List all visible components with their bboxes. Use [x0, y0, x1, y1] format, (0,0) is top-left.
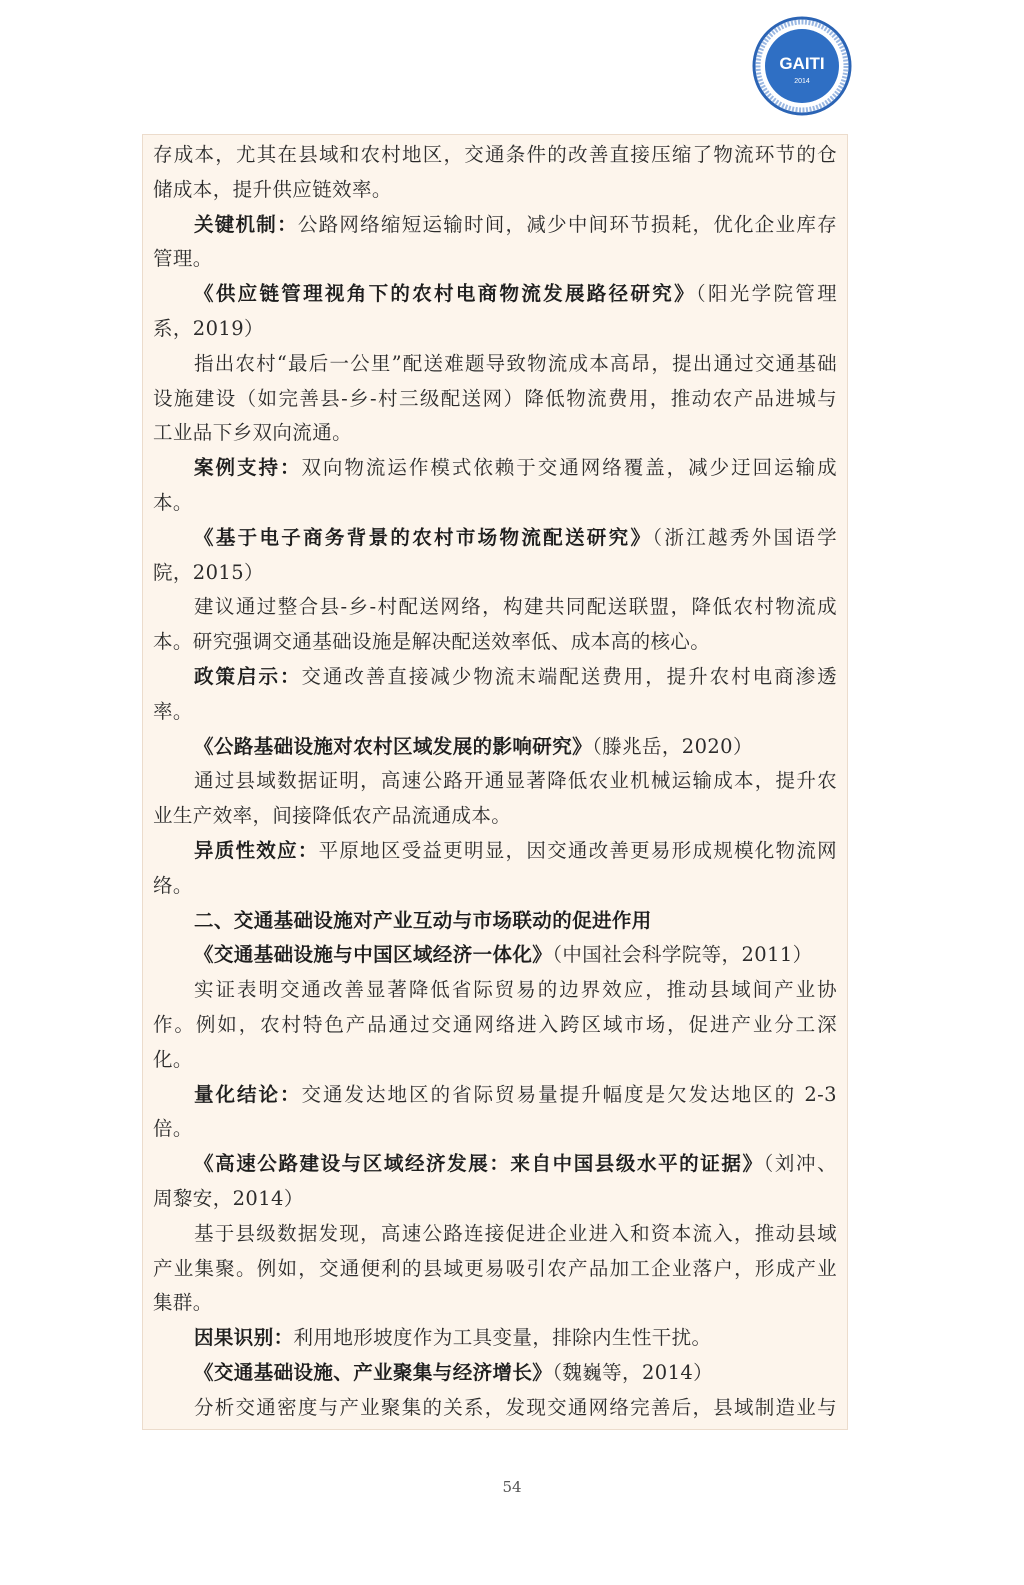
text-line: [153, 1078, 837, 1113]
text-line: [153, 416, 837, 451]
line-text: 率。: [153, 699, 193, 723]
text-line: [153, 695, 837, 730]
text-line: [153, 834, 837, 869]
bold-lead: 因果识别：: [194, 1326, 294, 1350]
text-line: [153, 1217, 837, 1252]
line-text: 存成本，尤其在县域和农村地区，交通条件的改善直接压缩了物流环节的仓: [153, 143, 837, 166]
text-line: [153, 1112, 837, 1147]
line-text: 工业品下乡双向流通。: [153, 421, 353, 445]
line-text: 产业集聚。例如，交通便利的县域更易吸引农产品加工企业落户，形成产业: [153, 1256, 837, 1280]
line-text: 基于县级数据发现，高速公路连接促进企业进入和资本流入，推动县域: [194, 1221, 837, 1245]
text-line: [153, 312, 837, 347]
line-text: 建议通过整合县-乡-村配送网络，构建共同配送联盟，降低农村物流成: [194, 595, 837, 619]
text-line: [153, 1321, 837, 1356]
content-panel: [142, 134, 848, 1430]
line-text: 络。: [153, 873, 193, 897]
text-line: [153, 730, 837, 765]
bold-lead: 《公路基础设施对农村区域发展的影响研究》: [194, 734, 593, 758]
text-line: [153, 451, 837, 486]
line-text: （滕兆岳，2020）: [592, 734, 753, 758]
page-number: 54: [502, 1478, 522, 1496]
text-line: [153, 556, 837, 591]
line-text: 管理。: [153, 247, 213, 271]
line-text: 化。: [153, 1047, 193, 1071]
text-line: [153, 1008, 837, 1043]
bold-lead: 关键机制：: [194, 212, 298, 236]
line-text: 交通改善直接减少物流末端配送费用，提升农村电商渗透: [301, 664, 837, 688]
text-line: [153, 486, 837, 521]
bold-lead: 《高速公路建设与区域经济发展：来自中国县级水平的证据》: [194, 1152, 764, 1176]
line-text: 周黎安，2014）: [153, 1186, 304, 1210]
text-line: [153, 938, 837, 973]
line-text: 公路网络缩短运输时间，减少中间环节损耗，优化企业库存: [297, 212, 837, 236]
text-line: [153, 347, 837, 382]
text-line: [153, 973, 837, 1008]
line-text: 指出农村“最后一公里”配送难题导致物流成本高昂，提出通过交通基础: [194, 351, 837, 375]
bold-lead: 《交通基础设施与中国区域经济一体化》: [194, 943, 553, 967]
bold-lead: 《供应链管理视角下的农村电商物流发展路径研究》: [194, 282, 696, 306]
bold-lead: 量化结论：: [194, 1082, 302, 1106]
text-line: [153, 1043, 837, 1078]
text-line: [153, 869, 837, 904]
text-line: [153, 799, 837, 834]
logo-text: GAITI: [779, 54, 825, 73]
text-line: [153, 1182, 837, 1217]
text-line: [153, 173, 837, 208]
line-text: （阳光学院管理: [695, 282, 837, 306]
text-line: [153, 625, 837, 660]
text-line: [153, 242, 837, 277]
bold-lead: 异质性效应：: [194, 838, 319, 862]
text-line: [153, 1147, 837, 1182]
line-text: （浙江越秀外国语学: [652, 525, 837, 549]
logo-year: 2014: [794, 78, 810, 85]
bold-lead: 政策启示：: [194, 664, 302, 688]
line-text: 集群。: [153, 1291, 213, 1315]
line-text: 本。研究强调交通基础设施是解决配送效率低、成本高的核心。: [153, 630, 711, 654]
text-line: [153, 660, 837, 695]
line-text: （中国社会科学院等，2011）: [552, 943, 813, 967]
line-text: 院，2015）: [153, 560, 264, 584]
line-text: （刘冲、: [763, 1152, 837, 1176]
text-line: [153, 1252, 837, 1287]
line-text: 储成本，提升供应链效率。: [153, 177, 392, 201]
text-line: [153, 1391, 837, 1426]
line-text: 作。例如，农村特色产品通过交通网络进入跨区域市场，促进产业分工深: [153, 1012, 837, 1036]
bold-lead: 案例支持：: [194, 456, 302, 480]
line-text: （魏巍等，2014）: [552, 1360, 714, 1384]
line-text: 业生产效率，间接降低农产品流通成本。: [153, 804, 512, 828]
line-text: 系，2019）: [153, 316, 264, 340]
line-text: 倍。: [153, 1117, 193, 1141]
line-text: 本。: [153, 490, 193, 514]
bold-lead: 《交通基础设施、产业聚集与经济增长》: [194, 1360, 553, 1384]
text-line: [153, 590, 837, 625]
line-text: 利用地形坡度作为工具变量，排除内生性干扰。: [293, 1326, 712, 1350]
line-text: 通过县域数据证明，高速公路开通显著降低农业机械运输成本，提升农: [194, 769, 837, 793]
text-line: [153, 1286, 837, 1321]
bold-lead: 二、交通基础设施对产业互动与市场联动的促进作用: [194, 908, 652, 932]
text-line: [153, 1356, 837, 1391]
text-line: [153, 138, 837, 173]
text-line: [153, 382, 837, 417]
text-line: [153, 208, 837, 243]
text-line: [153, 764, 837, 799]
line-text: 交通发达地区的省际贸易量提升幅度是欠发达地区的 2-3: [301, 1082, 837, 1106]
line-text: 分析交通密度与产业聚集的关系，发现交通网络完善后，县域制造业与: [194, 1395, 837, 1419]
line-text: 双向物流运作模式依赖于交通网络覆盖，减少迂回运输成: [301, 456, 837, 480]
text-line: [153, 277, 837, 312]
line-text: 平原地区受益更明显，因交通改善更易形成规模化物流网: [318, 838, 837, 862]
text-line: [153, 521, 837, 556]
bold-lead: 《基于电子商务背景的农村市场物流配送研究》: [194, 525, 653, 549]
line-text: 实证表明交通改善显著降低省际贸易的边界效应，推动县域间产业协: [194, 978, 837, 1002]
institute-logo: [752, 16, 852, 116]
text-line: [153, 904, 837, 939]
line-text: 设施建设（如完善县-乡-村三级配送网）降低物流费用，推动农产品进城与: [153, 386, 837, 410]
